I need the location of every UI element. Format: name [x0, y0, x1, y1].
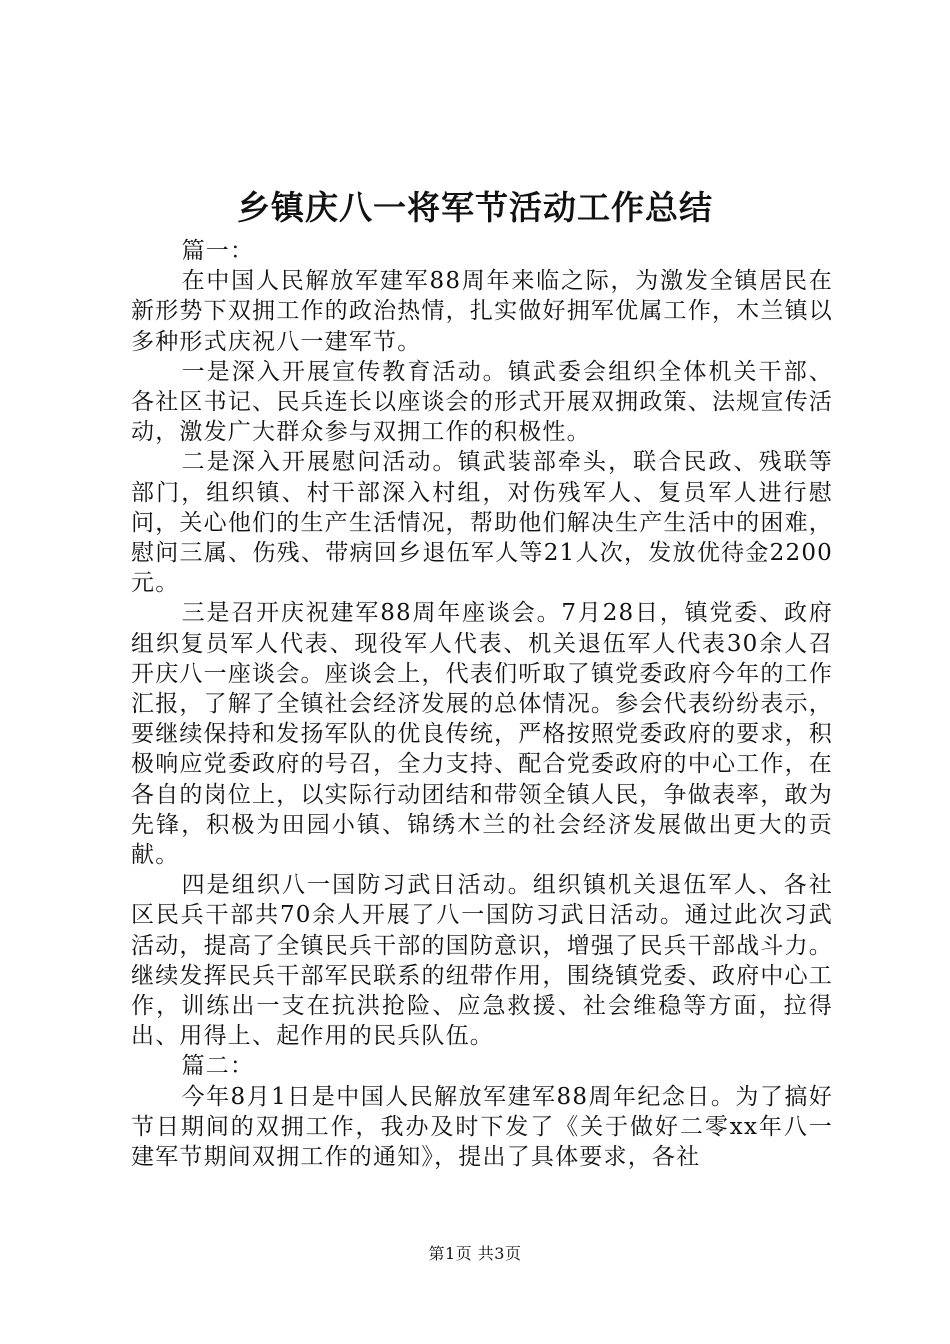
- paragraph: 今年8月1日是中国人民解放军建军88周年纪念日。为了搞好节日期间的双拥工作，我办及时下发了《关于做好二零xx年八一建军节期间双拥工作的通知》，提出了具体要求，各社: [131, 1083, 833, 1171]
- document-body: [131, 236, 833, 1172]
- paragraph: 在中国人民解放军建军88周年来临之际，为激发全镇居民在新形势下双拥工作的政治热情，扎实做好拥军优属工作，木兰镇以多种形式庆祝八一建军节。: [131, 268, 833, 355]
- paragraph: 二是深入开展慰问活动。镇武装部牵头，联合民政、残联等部门，组织镇、村干部深入村组，对伤残军人、复员军人进行慰问，关心他们的生产生活情况，帮助他们解决生产生活中的困难，慰问三属、伤残、带病回乡退伍军人等21人次，发放优待金2200元。: [131, 449, 833, 597]
- document-title: 乡镇庆八一将军节活动工作总结: [237, 188, 713, 227]
- paragraph: 一是深入开展宣传教育活动。镇武委会组织全体机关干部、各社区书记、民兵连长以座谈会的形式开展双拥政策、法规宣传活动，激发广大群众参与双拥工作的积极性。: [131, 358, 833, 446]
- section-heading: 篇二：: [181, 1053, 255, 1080]
- paragraph: 三是召开庆祝建军88周年座谈会。7月28日，镇党委、政府组织复员军人代表、现役军人代表、机关退伍军人代表30余人召开庆八一座谈会。座谈会上，代表们听取了镇党委政府今年的工作汇报，了解了全镇社会经济发展的总体情况。参会代表纷纷表示，要继续保持和发扬军队的优良传统，严格按照党委政府的要求，积极响应党委政府的号召，全力支持、配合党委政府的中心工作，在各自的岗位上，以实际行动团结和带领全镇人民，争做表率，敢为先锋，积极为田园小镇、锦绣木兰的社会经济发展做出更大的贡献。: [131, 600, 833, 869]
- paragraph: 四是组织八一国防习武日活动。组织镇机关退伍军人、各社区民兵干部共70余人开展了八一国防习武日活动。通过此次习武活动，提高了全镇民兵干部的国防意识，增强了民兵干部战斗力。继续发挥民兵干部军民联系的纽带作用，围绕镇党委、政府中心工作，训练出一支在抗洪抢险、应急救援、社会维稳等方面，拉得出、用得上、起作用的民兵队伍。: [131, 872, 833, 1050]
- page-footer: 第1页 共3页: [428, 1244, 522, 1263]
- section-heading: 篇一：: [181, 238, 255, 264]
